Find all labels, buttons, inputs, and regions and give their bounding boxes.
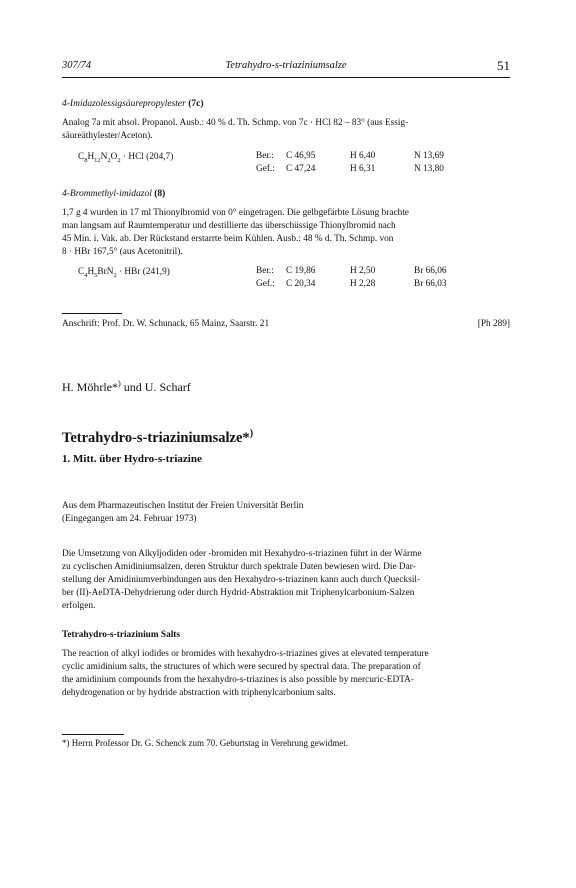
- institute-name: Aus dem Pharmazeutischen Institut der Freien Universität Berlin: [62, 501, 304, 511]
- abstract-line: stellung der Amidiniumverbindungen aus den Hexahydro-s-triazinen kann auch durch Quecksil-: [62, 575, 421, 585]
- section-rule: [62, 313, 122, 314]
- compound-8-formula: $C_4H_5BrN_2$ · HBr (241,9): [78, 267, 170, 279]
- compound-8-line: 45 Min. i. Vak. ab. Der Rückstand erstarrte beim Kühlen. Ausb.: 48 % d. Th. Schmp. von: [62, 234, 394, 244]
- gef-label: Gef.:: [256, 164, 275, 174]
- ber-h: H 6,40: [350, 151, 376, 161]
- running-header: [62, 60, 510, 76]
- footnote-rule: [62, 734, 124, 735]
- compound-7c-line: Analog 7a mit absol. Propanol. Ausb.: 40 % d. Th. Schmp. von 7c · HCl 82 – 83° (aus Essig-: [62, 118, 409, 128]
- compound-7c-line: säureäthylester/Aceton).: [62, 131, 153, 141]
- article-subtitle: 1. Mitt. über Hydro-s-triazine: [62, 453, 202, 465]
- institute-block: [62, 500, 303, 526]
- header-rule: [62, 77, 510, 78]
- header-title: Tetrahydro-s-triaziniumsalze: [225, 60, 347, 71]
- abstract-line: ber (II)-AeDTA-Dehydrierung oder durch Hydrid-Abstraktion mit Triphenylcarbonium-Salzen: [62, 588, 415, 598]
- gef-h: H 6,31: [350, 164, 376, 174]
- abstract-english: [62, 648, 512, 700]
- reference-code: [Ph 289]: [477, 319, 510, 329]
- compound-8-text: [62, 207, 510, 259]
- header-issue: 307/74: [62, 60, 92, 71]
- gef-br: Br 66,03: [414, 279, 447, 289]
- compound-7c-heading: [62, 98, 510, 111]
- gef-c: C 47,24: [286, 164, 316, 174]
- compound-7c-formula: $C_8H_{12}N_2O_2$ · HCl (204,7): [78, 152, 174, 164]
- compound-7c-name: 4-Imidazolessigsäurepropylester: [62, 99, 186, 109]
- abstract-line: Die Umsetzung von Alkyljodiden oder -bromiden mit Hexahydro-s-triazinen führt in der Wärme: [62, 549, 422, 559]
- abstract-german: [62, 548, 512, 613]
- ber-c: C 19,86: [286, 266, 316, 276]
- gef-n: N 13,80: [414, 164, 444, 174]
- compound-7c-number: (7c): [188, 99, 204, 109]
- compound-8-heading: [62, 188, 510, 201]
- ber-h: H 2,50: [350, 266, 376, 276]
- compound-8-line: 1,7 g 4 wurden in 17 ml Thionylbromid von 0° eingetragen. Die gelbgefärbte Lösung brachte: [62, 208, 409, 218]
- compound-8-name: 4-Brommethyl-imidazol: [62, 189, 152, 199]
- footnote: *) Herrn Professor Dr. G. Schenck zum 70. Geburtstag in Verehrung gewidmet.: [62, 738, 349, 748]
- gef-h: H 2,28: [350, 279, 376, 289]
- abstract-line: cyclic amidinium salts, the structures of which were secured by spectral data. The preparation of: [62, 662, 421, 672]
- address-line: [62, 318, 510, 331]
- abstract-line: The reaction of alkyl iodides or bromides with hexahydro-s-triazines gives at elevated temperature: [62, 649, 429, 659]
- gef-c: C 20,34: [286, 279, 316, 289]
- compound-8-number: (8): [154, 189, 166, 199]
- abstract-line: dehydrogenation or by hydride abstraction with triphenylcarbonium salts.: [62, 688, 336, 698]
- abstract-line: zu cyclischen Amidiniumsalzen, deren Struktur durch spektrale Daten bewiesen wird. Die Dar-: [62, 562, 416, 572]
- english-heading: Tetrahydro-s-triazinium Salts: [62, 630, 181, 640]
- address-text: Anschrift: Prof. Dr. W. Schunack, 65 Mainz, Saarstr. 21: [62, 319, 270, 329]
- abstract-line: the amidinium compounds from the hexahydro-s-triazines is also possible by mercuric-EDTA-: [62, 675, 414, 685]
- compound-7c-text: [62, 117, 510, 143]
- ber-br: Br 66,06: [414, 266, 447, 276]
- article-authors: H. Möhrle*) und U. Scharf: [62, 379, 191, 394]
- ber-label: Ber.:: [256, 151, 274, 161]
- ber-c: C 46,95: [286, 151, 316, 161]
- compound-8-line: man langsam auf Raumtemperatur und destillierte das überschüssige Thionylbromid nach: [62, 221, 396, 231]
- received-date: (Eingegangen am 24. Februar 1973): [62, 514, 197, 524]
- article-title: Tetrahydro-s-triaziniumsalze*): [62, 428, 254, 446]
- compound-8-line: 8 · HBr 167,5° (aus Acetonitril).: [62, 247, 183, 257]
- page-number: 51: [497, 58, 510, 73]
- ber-n: N 13,69: [414, 151, 444, 161]
- gef-label: Gef.:: [256, 279, 275, 289]
- abstract-line: erfolgen.: [62, 601, 96, 611]
- ber-label: Ber.:: [256, 266, 274, 276]
